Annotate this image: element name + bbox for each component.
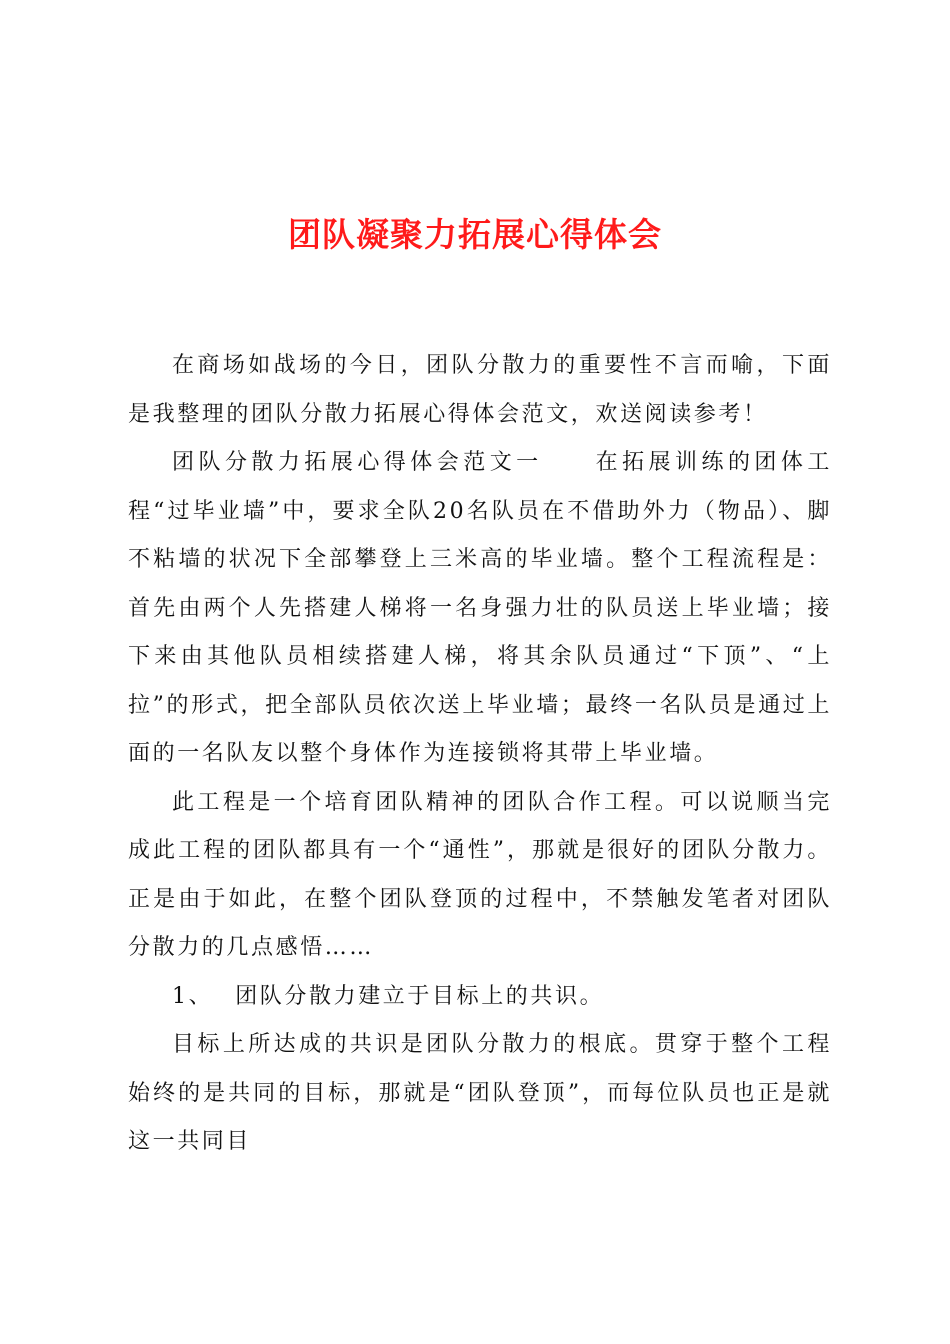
intro-paragraph: 在商场如战场的今日，团队分散力的重要性不言而喻，下面是我整理的团队分散力拓展心得体会范文，欢送阅读参考！ bbox=[128, 353, 832, 427]
goal-paragraph: 目标上所达成的共识是团队分散力的根底。贯穿于整个工程始终的是共同的目标，那就是“团队登顶”，而每位队员也正是就这一共同目 bbox=[128, 1032, 832, 1154]
document-title: 团队凝聚力拓展心得体会 bbox=[288, 215, 662, 254]
point-number: 1、 bbox=[172, 983, 214, 1009]
document-body bbox=[128, 342, 832, 1167]
point-text: 团队分散力建立于目标上的共识。 bbox=[235, 983, 605, 1009]
reflection-paragraph: 此工程是一个培育团队精神的团队合作工程。可以说顺当完成此工程的团队都具有一个“通性”，那就是很好的团队分散力。正是由于如此，在整个团队登顶的过程中，不禁触发笔者对团队分散力的几点感悟…… bbox=[128, 789, 832, 960]
sample-paragraph: 团队分散力拓展心得体会范文一 在拓展训练的团体工程“过毕业墙”中，要求全队20名队员在不借助外力（物品）、脚不粘墙的状况下全部攀登上三米高的毕业墙。整个工程流程是：首先由两个人先搭建人梯将一名身强力壮的队员送上毕业墙；接下来由其他队员相续搭建人梯，将其余队员通过“下顶”、“上拉”的形式，把全部队员依次送上毕业墙；最终一名队员是通过上面的一名队友以整个身体作为连接锁将其带上毕业墙。 bbox=[128, 450, 832, 766]
numbered-point bbox=[128, 973, 832, 1022]
